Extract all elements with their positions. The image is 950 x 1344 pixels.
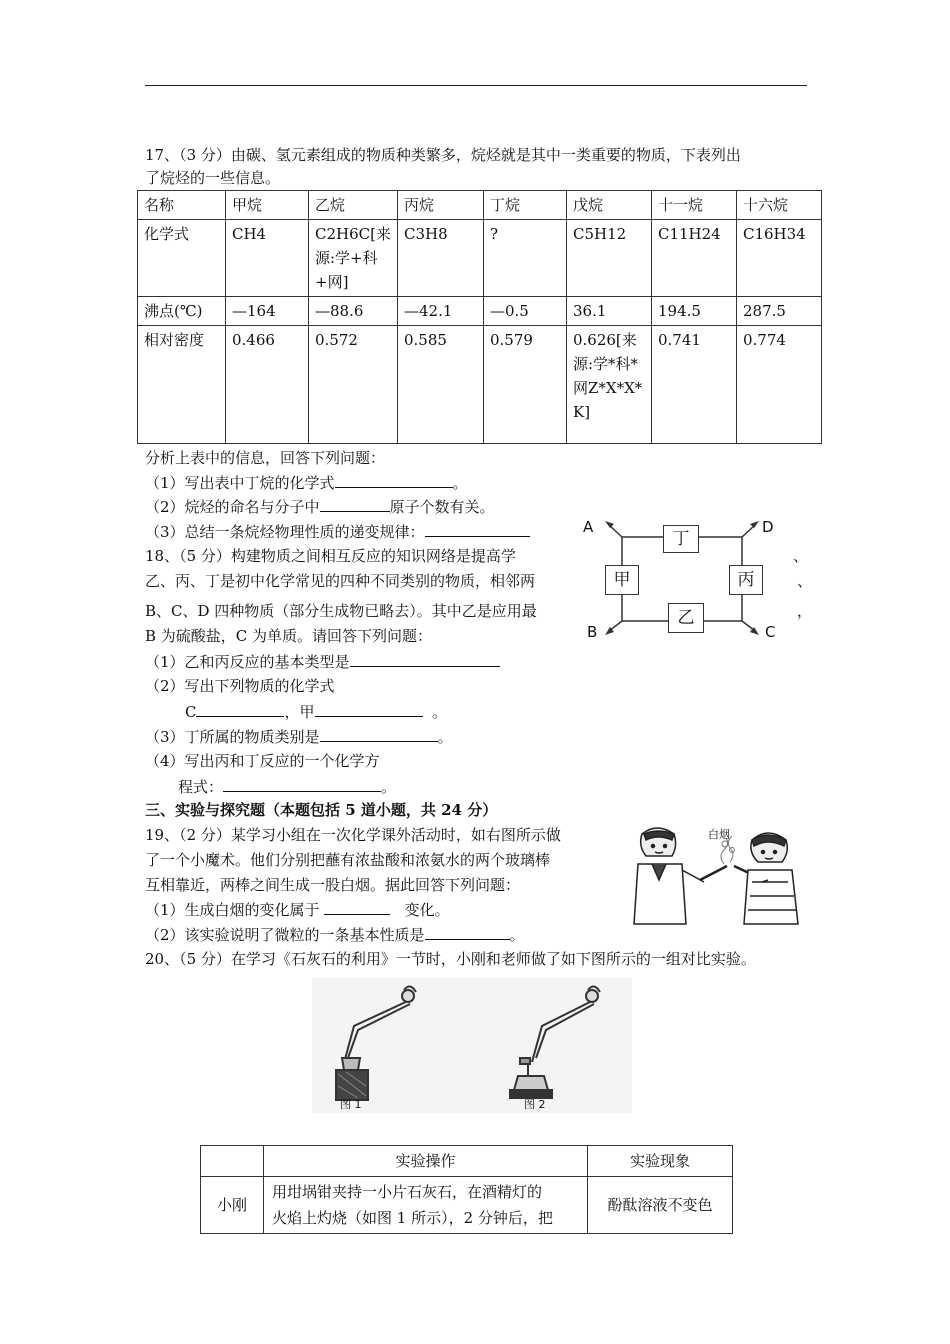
q17-q3-text: （3）总结一条烷烃物理性质的递变规律： (145, 523, 425, 541)
q18-jia-label: ，甲 (284, 703, 315, 721)
q18-q3-text: （3）丁所属的物质类别是 (145, 728, 320, 746)
header-phenomenon: 实验现象 (588, 1146, 733, 1177)
table-cell: 0.741 (651, 326, 736, 444)
edge-punct: ， (797, 602, 813, 620)
q18-line2: 乙、丙、丁是初中化学常见的四种不同类别的物质，相邻两 (145, 572, 536, 590)
table-row (201, 1146, 733, 1177)
q19-q2-text: （2）该实验说明了微粒的一条基本性质是 (145, 926, 425, 944)
label-a: A (583, 518, 594, 536)
right-student-figure (744, 833, 798, 924)
q18-q4b-text: 程式： (178, 778, 224, 796)
table-cell: 丁烷 (483, 191, 566, 220)
table-cell: C5H12 (566, 220, 651, 297)
answer-blank[interactable] (350, 651, 500, 667)
q19-q1-text-b: 变化。 (404, 901, 450, 919)
table-row (138, 220, 822, 297)
answer-blank[interactable] (223, 776, 381, 792)
table-cell: 甲烷 (226, 191, 309, 220)
table-cell: 相对密度 (138, 326, 226, 444)
q17-intro-line2: 了烷烃的一些信息。 (145, 169, 281, 187)
row-operation (264, 1177, 588, 1234)
box-bing: 丙 (729, 565, 763, 595)
figure-1-caption: 图 1 (340, 1098, 362, 1111)
table-cell: 丙烷 (397, 191, 483, 220)
label-b: B (587, 623, 598, 641)
table-cell: 十一烷 (651, 191, 736, 220)
table-cell: CH4 (226, 220, 309, 297)
table-cell: 沸点(℃) (138, 297, 226, 326)
table-row (138, 297, 822, 326)
q17-intro-line1: 17、（3 分）由碳、氢元素组成的物质种类繁多，烷烃就是其中一类重要的物质，下表列出 (145, 146, 741, 164)
q18-q1-text: （1）乙和丙反应的基本类型是 (145, 653, 350, 671)
operation-line2: 火焰上灼烧（如图 1 所示），2 分钟后，把 (272, 1209, 553, 1227)
row-phenomenon: 酚酞溶液不变色 (588, 1177, 733, 1234)
answer-blank[interactable] (320, 726, 438, 742)
answer-blank[interactable] (324, 899, 390, 915)
table-row (138, 326, 822, 444)
alkane-table (137, 190, 822, 444)
table-cell: —0.5 (483, 297, 566, 326)
header-rule (145, 85, 807, 86)
q19-question-2 (145, 924, 525, 945)
q17-q2-text-b: 原子个数有关。 (389, 498, 495, 516)
magic-trick-illustration (612, 820, 807, 932)
label-c: C (765, 623, 776, 641)
table-cell: 194.5 (651, 297, 736, 326)
table-cell: 287.5 (736, 297, 821, 326)
answer-blank[interactable] (425, 521, 530, 537)
experiment-table (200, 1145, 733, 1234)
table-row (201, 1177, 733, 1234)
table-cell: 名称 (138, 191, 226, 220)
table-cell: 0.774 (736, 326, 821, 444)
table-cell: —164 (226, 297, 309, 326)
table-cell: 0.466 (226, 326, 309, 444)
period: 。 (452, 474, 468, 492)
q19-question-1 (145, 899, 450, 920)
q17-question-1 (145, 472, 468, 493)
table-cell: ? (483, 220, 566, 297)
operation-line1: 用坩埚钳夹持一小片石灰石，在酒精灯的 (272, 1183, 543, 1201)
answer-blank[interactable] (196, 701, 284, 717)
table-cell: C11H24 (651, 220, 736, 297)
table-cell: 0.579 (483, 326, 566, 444)
q18-question-2: （2）写出下列物质的化学式 (145, 677, 335, 695)
period: 。 (509, 926, 525, 944)
q17-question-3 (145, 521, 530, 542)
table-cell (201, 1146, 264, 1177)
q18-question-1 (145, 651, 500, 672)
table-cell: —88.6 (309, 297, 398, 326)
period: 。 (432, 703, 448, 721)
q19-line1: 19、（2 分）某学习小组在一次化学课外活动时，如右图所示做 (145, 826, 561, 844)
smoke-label: 白烟 (708, 828, 730, 841)
q19-line3: 互相靠近，两棒之间生成一股白烟。据此回答下列问题： (145, 876, 521, 894)
period: 。 (381, 778, 397, 796)
q19-q1-text-a: （1）生成白烟的变化属于 (145, 901, 320, 919)
q20-line1: 20、（5 分）在学习《石灰石的利用》一节时，小刚和老师做了如下图所示的一组对比实验。 (145, 950, 756, 968)
q18-c-label: C (185, 703, 197, 721)
label-d: D (762, 518, 774, 536)
table-row (138, 191, 822, 220)
q18-question-2-blanks (185, 701, 447, 722)
answer-blank[interactable] (320, 496, 390, 512)
glass-rod-left (700, 866, 727, 880)
limestone-experiment-figure (312, 978, 632, 1113)
q19-line2: 了一个小魔术。他们分别把蘸有浓盐酸和浓氨水的两个玻璃棒 (145, 851, 551, 869)
section-3-heading: 三、实验与探究题（本题包括 5 道小题，共 24 分） (145, 801, 498, 819)
box-jia: 甲 (605, 565, 639, 595)
box-yi: 乙 (668, 603, 704, 633)
table-cell: 36.1 (566, 297, 651, 326)
q18-line3: B、C、D 四种物质（部分生成物已略去）。其中乙是应用最 (145, 602, 537, 620)
q18-line4: B 为硫酸盐，C 为单质。请回答下列问题： (145, 627, 433, 645)
box-ding: 丁 (663, 525, 699, 553)
left-student-figure (634, 828, 704, 924)
answer-blank[interactable] (315, 701, 423, 717)
row-name: 小刚 (201, 1177, 264, 1234)
q18-line1: 18、（5 分）构建物质之间相互反应的知识网络是提高学 (145, 547, 516, 565)
table-cell: 0.626[来源:学*科*网Z*X*X*K] (566, 326, 651, 444)
q17-question-2 (145, 496, 495, 517)
answer-blank[interactable] (335, 472, 453, 488)
figure-2-caption: 图 2 (524, 1098, 546, 1111)
q18-question-4a: （4）写出丙和丁反应的一个化学方 (145, 752, 380, 770)
table-cell: 戊烷 (566, 191, 651, 220)
table-cell: C3H8 (397, 220, 483, 297)
answer-blank[interactable] (425, 924, 510, 940)
reaction-network-diagram (575, 515, 790, 645)
table-cell: —42.1 (397, 297, 483, 326)
table-cell: 乙烷 (309, 191, 398, 220)
period: 。 (437, 728, 453, 746)
q17-q1-text: （1）写出表中丁烷的化学式 (145, 474, 335, 492)
table-cell: C16H34 (736, 220, 821, 297)
q17-analysis: 分析上表中的信息，回答下列问题： (145, 449, 386, 467)
table-cell: 0.585 (397, 326, 483, 444)
edge-punct: 、 (797, 572, 813, 590)
table-cell: 0.572 (309, 326, 398, 444)
table-cell: 化学式 (138, 220, 226, 297)
header-operation: 实验操作 (264, 1146, 588, 1177)
table-cell: C2H6C[来源:学+科+网] (309, 220, 398, 297)
q18-question-3 (145, 726, 453, 747)
q17-q2-text-a: （2）烷烃的命名与分子中 (145, 498, 320, 516)
edge-punct: 、 (793, 547, 809, 565)
table-cell: 十六烷 (736, 191, 821, 220)
q18-question-4b (178, 776, 396, 797)
